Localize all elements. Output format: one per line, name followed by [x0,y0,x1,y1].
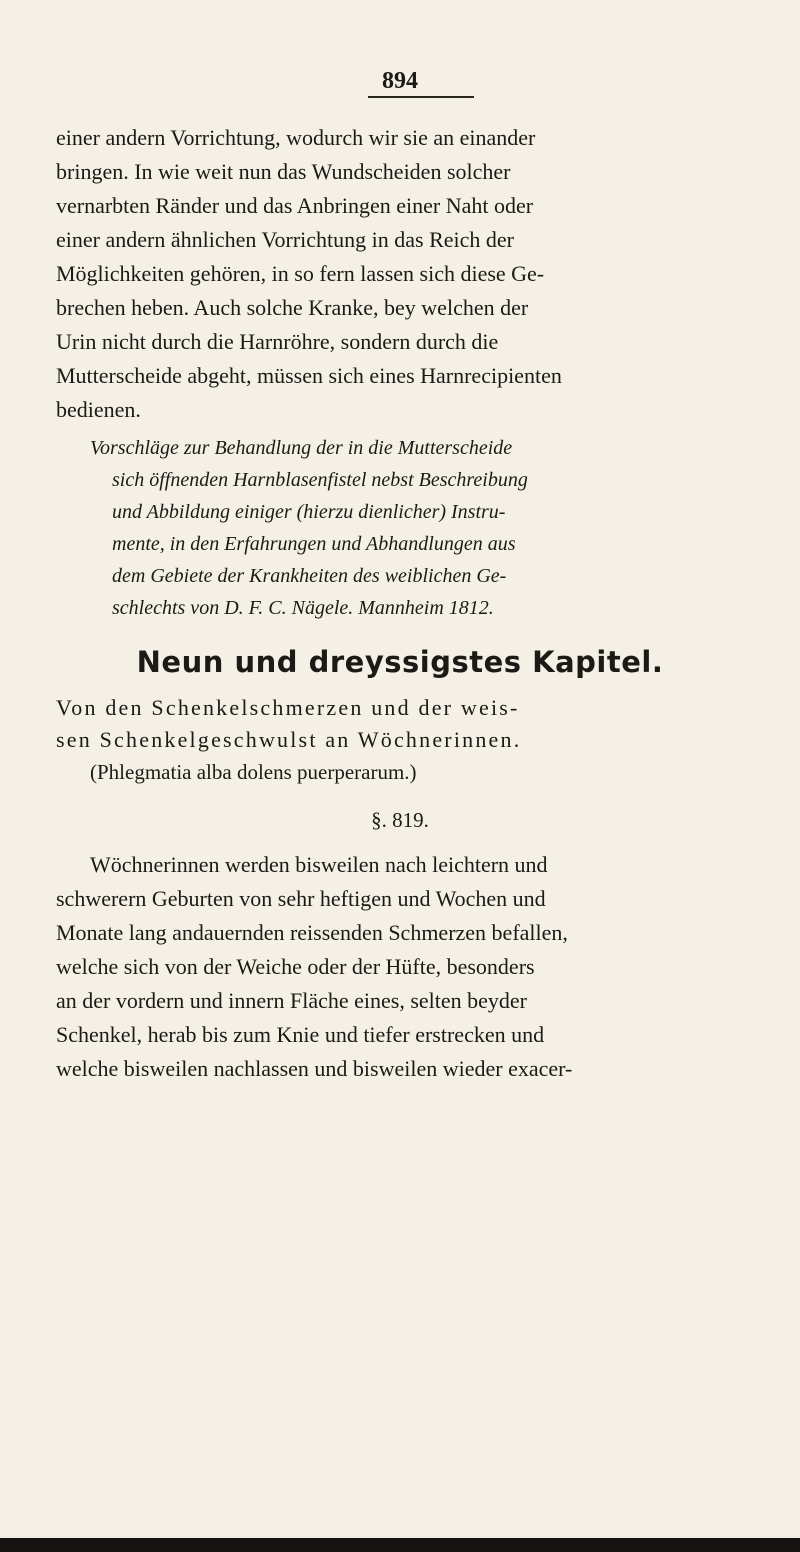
text-line: Wöchnerinnen werden bisweilen nach leichtern und [90,852,548,877]
text-line: Urin nicht durch die Harnröhre, sondern durch die [56,329,499,354]
reference-line: schlechts von D. F. C. Nägele. Mannheim 1812. [112,597,494,619]
chapter-heading: Neun und dreyssigstes Kapitel. [136,645,664,679]
section-number: §. 819. [371,808,429,832]
subtitle-line: sen Schenkelgeschwulst an Wöchnerinnen. [56,727,522,752]
text-line: einer andern ähnlichen Vorrichtung in das Reich der [56,227,514,252]
text-line: Mutterscheide abgeht, müssen sich eines Harnrecipienten [56,363,562,388]
reference-line: und Abbildung einiger (hierzu dienlicher) Instru- [112,501,506,523]
text-line: Monate lang andauernden reissenden Schmerzen befallen, [56,920,568,945]
text-line: einer andern Vorrichtung, wodurch wir sie an einander [56,125,536,150]
reference-line: mente, in den Erfahrungen und Abhandlungen aus [112,533,516,555]
text-line: vernarbten Ränder und das Anbringen einer Naht oder [56,193,534,218]
text-line: brechen heben. Auch solche Kranke, bey welchen der [56,295,529,320]
page-number: 894 [382,68,418,94]
subtitle-line: (Phlegmatia alba dolens puerperarum.) [90,760,417,784]
reference-line: Vorschläge zur Behandlung der in die Mutterscheide [90,437,513,459]
text-line: Möglichkeiten gehören, in so fern lassen sich diese Ge- [56,261,545,286]
page-bottom-edge [0,1538,800,1552]
text-line: bedienen. [56,397,141,422]
text-line: schwerern Geburten von sehr heftigen und Wochen und [56,886,546,911]
page-number-rule [368,96,474,98]
text-line: an der vordern und innern Fläche eines, selten beyder [56,988,527,1013]
text-line: welche bisweilen nachlassen und bisweilen wieder exacer- [56,1056,573,1081]
reference-line: sich öffnenden Harnblasenfistel nebst Beschreibung [112,469,528,491]
subtitle-line: Von den Schenkelschmerzen und der weis- [56,695,520,720]
text-line: welche sich von der Weiche oder der Hüfte, besonders [56,954,535,979]
text-line: bringen. In wie weit nun das Wundscheiden solcher [56,159,511,184]
reference-line: dem Gebiete der Krankheiten des weiblichen Ge- [112,565,507,587]
text-line: Schenkel, herab bis zum Knie und tiefer erstrecken und [56,1022,545,1047]
